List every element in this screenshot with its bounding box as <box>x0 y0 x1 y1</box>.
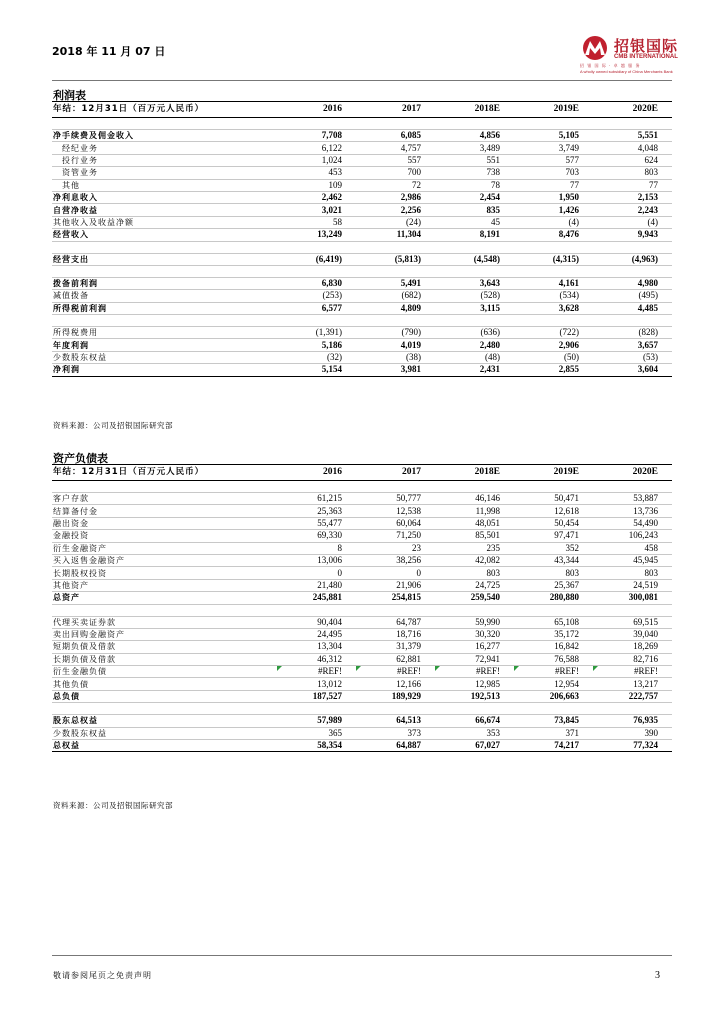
row-value: 97,471 <box>514 530 593 542</box>
row-label: 净利润 <box>52 364 277 376</box>
row-value: 64,887 <box>356 740 435 752</box>
row-value: 222,757 <box>593 690 672 702</box>
year-2019e: 2019E <box>514 102 593 118</box>
row-value: 5,491 <box>356 277 435 289</box>
row-value: 8,476 <box>514 229 593 241</box>
row-value: 65,108 <box>514 616 593 628</box>
row-value: 12,618 <box>514 505 593 517</box>
cmb-logo-icon <box>580 35 610 61</box>
row-value: 106,243 <box>593 530 672 542</box>
row-value: (5,813) <box>356 253 435 265</box>
row-value: 35,172 <box>514 628 593 640</box>
table-row <box>52 493 672 505</box>
row-value: 59,990 <box>435 616 514 628</box>
error-flag-icon <box>514 666 519 671</box>
page-number: 3 <box>655 970 660 981</box>
row-label: 其他 <box>52 179 277 191</box>
row-value: 13,217 <box>593 678 672 690</box>
row-value: 551 <box>435 154 514 166</box>
row-value: 3,657 <box>593 339 672 351</box>
year-2016: 2016 <box>277 102 356 118</box>
row-label: 减值拨备 <box>52 290 277 302</box>
row-value: 803 <box>514 567 593 579</box>
row-value: 64,513 <box>356 715 435 727</box>
row-label: 总权益 <box>52 740 277 752</box>
row-value: 12,166 <box>356 678 435 690</box>
row-value: 73,845 <box>514 715 593 727</box>
row-value: 69,330 <box>277 530 356 542</box>
row-value: 353 <box>435 727 514 739</box>
row-value: 31,379 <box>356 641 435 653</box>
row-value: 6,122 <box>277 142 356 154</box>
row-value: 803 <box>593 167 672 179</box>
year-2020e: 2020E <box>593 102 672 118</box>
row-value: 703 <box>514 167 593 179</box>
row-label: 融出资金 <box>52 517 277 529</box>
row-value: 738 <box>435 167 514 179</box>
row-value: 235 <box>435 542 514 554</box>
row-value: 4,757 <box>356 142 435 154</box>
row-value: 53,887 <box>593 493 672 505</box>
error-flag-icon <box>593 666 598 671</box>
row-value: 76,935 <box>593 715 672 727</box>
row-value: 85,501 <box>435 530 514 542</box>
row-value: 57,989 <box>277 715 356 727</box>
row-value: #REF! <box>356 666 435 678</box>
table-row <box>52 229 672 241</box>
row-value: 2,153 <box>593 191 672 203</box>
table-row <box>52 715 672 727</box>
row-value: 18,716 <box>356 628 435 640</box>
year-2018e: 2018E <box>435 465 514 481</box>
logo-tagline: 招 银 国 际 · 卓 越 服 务 <box>580 63 641 68</box>
table-row <box>52 327 672 339</box>
table-row <box>52 554 672 566</box>
row-value: 5,551 <box>593 130 672 142</box>
row-value: 12,985 <box>435 678 514 690</box>
row-value: 55,477 <box>277 517 356 529</box>
row-value: 11,998 <box>435 505 514 517</box>
row-value: 58 <box>277 216 356 228</box>
row-value: 3,604 <box>593 364 672 376</box>
row-label: 代理买卖证券款 <box>52 616 277 628</box>
row-value: (50) <box>514 351 593 363</box>
row-value: (636) <box>435 327 514 339</box>
row-label: 资管业务 <box>52 167 277 179</box>
row-value: 373 <box>356 727 435 739</box>
row-value: 557 <box>356 154 435 166</box>
row-value: 38,256 <box>356 554 435 566</box>
row-label: 投行业务 <box>52 154 277 166</box>
row-value: 58,354 <box>277 740 356 752</box>
row-value: 50,471 <box>514 493 593 505</box>
row-value: 1,024 <box>277 154 356 166</box>
table-row <box>52 727 672 739</box>
row-value: 8 <box>277 542 356 554</box>
table-row <box>52 339 672 351</box>
row-label: 总资产 <box>52 592 277 604</box>
row-value: 453 <box>277 167 356 179</box>
income-statement-title: 利润表 <box>53 89 86 102</box>
row-value: 24,495 <box>277 628 356 640</box>
table-row <box>52 167 672 179</box>
row-value: 4,019 <box>356 339 435 351</box>
row-label: 股东总权益 <box>52 715 277 727</box>
row-value: 13,304 <box>277 641 356 653</box>
row-value: 46,146 <box>435 493 514 505</box>
row-value: 72,941 <box>435 653 514 665</box>
row-label: 总负债 <box>52 690 277 702</box>
row-value: 280,880 <box>514 592 593 604</box>
row-value: 60,064 <box>356 517 435 529</box>
header-rule <box>52 80 672 81</box>
row-value: 24,725 <box>435 579 514 591</box>
row-value: 45,945 <box>593 554 672 566</box>
table-row <box>52 666 672 678</box>
row-value: 2,256 <box>356 204 435 216</box>
row-value: (6,419) <box>277 253 356 265</box>
row-label: 卖出回购金融资产 <box>52 628 277 640</box>
table-row <box>52 579 672 591</box>
table-row <box>52 641 672 653</box>
row-value: 50,777 <box>356 493 435 505</box>
row-value: 6,830 <box>277 277 356 289</box>
row-label: 净手续费及佣金收入 <box>52 130 277 142</box>
row-value: 2,243 <box>593 204 672 216</box>
year-2020e: 2020E <box>593 465 672 481</box>
year-2019e: 2019E <box>514 465 593 481</box>
error-flag-icon <box>435 666 440 671</box>
year-2018e: 2018E <box>435 102 514 118</box>
table-row <box>52 530 672 542</box>
row-value: 72 <box>356 179 435 191</box>
row-value: 7,708 <box>277 130 356 142</box>
table-row <box>52 179 672 191</box>
row-value: 13,012 <box>277 678 356 690</box>
row-value: 2,480 <box>435 339 514 351</box>
row-value: 3,981 <box>356 364 435 376</box>
row-label: 其他负债 <box>52 678 277 690</box>
row-value: 3,021 <box>277 204 356 216</box>
table-row <box>52 653 672 665</box>
row-value: 5,105 <box>514 130 593 142</box>
row-value: 16,842 <box>514 641 593 653</box>
table-row <box>52 616 672 628</box>
row-value: 187,527 <box>277 690 356 702</box>
row-value: 189,929 <box>356 690 435 702</box>
row-value: 76,588 <box>514 653 593 665</box>
row-label: 买入返售金融资产 <box>52 554 277 566</box>
row-value: 74,217 <box>514 740 593 752</box>
table-row <box>52 204 672 216</box>
row-value: 3,749 <box>514 142 593 154</box>
row-value: (1,391) <box>277 327 356 339</box>
row-value: 624 <box>593 154 672 166</box>
row-value: 6,085 <box>356 130 435 142</box>
income-statement-table <box>52 101 672 377</box>
year-2016: 2016 <box>277 465 356 481</box>
header-label: 年结：12月31日（百万元人民币） <box>52 102 277 118</box>
row-value: 109 <box>277 179 356 191</box>
row-value: #REF! <box>514 666 593 678</box>
row-value: 12,538 <box>356 505 435 517</box>
row-value: 71,250 <box>356 530 435 542</box>
row-label: 长期股权投资 <box>52 567 277 579</box>
row-label: 经营支出 <box>52 253 277 265</box>
row-value: (4,548) <box>435 253 514 265</box>
row-value: 3,115 <box>435 302 514 314</box>
balance-source-note: 资料来源：公司及招银国际研究部 <box>53 801 173 810</box>
row-value: 0 <box>356 567 435 579</box>
row-value: 39,040 <box>593 628 672 640</box>
year-2017: 2017 <box>356 102 435 118</box>
row-value: (38) <box>356 351 435 363</box>
row-label: 少数股东权益 <box>52 351 277 363</box>
row-value: 206,663 <box>514 690 593 702</box>
row-value: 13,249 <box>277 229 356 241</box>
row-value: 42,082 <box>435 554 514 566</box>
year-2017: 2017 <box>356 465 435 481</box>
table-row <box>52 290 672 302</box>
table-row <box>52 364 672 376</box>
row-value: 4,485 <box>593 302 672 314</box>
row-value: (32) <box>277 351 356 363</box>
row-label: 金融投资 <box>52 530 277 542</box>
row-value: 13,736 <box>593 505 672 517</box>
row-value: 16,277 <box>435 641 514 653</box>
row-value: 4,980 <box>593 277 672 289</box>
row-value: 0 <box>277 567 356 579</box>
row-label: 经纪业务 <box>52 142 277 154</box>
row-label: 所得税前利润 <box>52 302 277 314</box>
row-value: (528) <box>435 290 514 302</box>
table-row <box>52 142 672 154</box>
row-value: 66,674 <box>435 715 514 727</box>
row-value: (53) <box>593 351 672 363</box>
row-label: 净利息收入 <box>52 191 277 203</box>
row-value: 8,191 <box>435 229 514 241</box>
table-row <box>52 505 672 517</box>
row-value: 2,431 <box>435 364 514 376</box>
row-label: 年度利润 <box>52 339 277 351</box>
row-value: 803 <box>435 567 514 579</box>
table-row <box>52 678 672 690</box>
logo-english-name: CMB INTERNATIONAL <box>614 54 678 60</box>
row-value: 4,809 <box>356 302 435 314</box>
table-header <box>52 102 672 118</box>
cmbi-logo <box>580 35 690 80</box>
row-label: 衍生金融负债 <box>52 666 277 678</box>
row-value: (4) <box>514 216 593 228</box>
row-value: 50,454 <box>514 517 593 529</box>
row-label: 经营收入 <box>52 229 277 241</box>
table-row <box>52 154 672 166</box>
row-label: 拨备前利润 <box>52 277 277 289</box>
row-value: 78 <box>435 179 514 191</box>
row-value: (24) <box>356 216 435 228</box>
income-source-note: 资料来源：公司及招银国际研究部 <box>53 421 173 430</box>
table-row <box>52 191 672 203</box>
table-row <box>52 567 672 579</box>
row-value: 2,462 <box>277 191 356 203</box>
table-row <box>52 351 672 363</box>
footer-rule <box>52 955 672 956</box>
row-value: 67,027 <box>435 740 514 752</box>
row-value: 48,051 <box>435 517 514 529</box>
row-value: 371 <box>514 727 593 739</box>
row-value: 82,716 <box>593 653 672 665</box>
row-value: (682) <box>356 290 435 302</box>
row-value: 5,154 <box>277 364 356 376</box>
row-value: 6,577 <box>277 302 356 314</box>
error-flag-icon <box>356 666 361 671</box>
row-value: (790) <box>356 327 435 339</box>
row-value: (253) <box>277 290 356 302</box>
row-value: 2,855 <box>514 364 593 376</box>
row-value: 3,643 <box>435 277 514 289</box>
row-label: 少数股东权益 <box>52 727 277 739</box>
row-value: 77 <box>514 179 593 191</box>
row-value: (4) <box>593 216 672 228</box>
table-row <box>52 542 672 554</box>
row-value: 2,986 <box>356 191 435 203</box>
row-value: (495) <box>593 290 672 302</box>
row-label: 短期负债及借款 <box>52 641 277 653</box>
row-value: 300,081 <box>593 592 672 604</box>
row-value: (48) <box>435 351 514 363</box>
table-row <box>52 277 672 289</box>
row-value: 365 <box>277 727 356 739</box>
row-value: 77 <box>593 179 672 191</box>
row-value: 3,628 <box>514 302 593 314</box>
row-value: 1,426 <box>514 204 593 216</box>
table-row <box>52 592 672 604</box>
table-row <box>52 517 672 529</box>
table-row <box>52 690 672 702</box>
table-row <box>52 740 672 752</box>
row-label: 长期负债及借款 <box>52 653 277 665</box>
row-value: 64,787 <box>356 616 435 628</box>
row-value: 43,344 <box>514 554 593 566</box>
row-value: 30,320 <box>435 628 514 640</box>
table-row <box>52 628 672 640</box>
row-value: 259,540 <box>435 592 514 604</box>
row-value: (722) <box>514 327 593 339</box>
row-value: 9,943 <box>593 229 672 241</box>
row-value: 54,490 <box>593 517 672 529</box>
row-label: 其他资产 <box>52 579 277 591</box>
row-value: 13,006 <box>277 554 356 566</box>
row-value: 61,215 <box>277 493 356 505</box>
table-row <box>52 302 672 314</box>
row-value: 352 <box>514 542 593 554</box>
row-value: 4,856 <box>435 130 514 142</box>
row-value: 69,515 <box>593 616 672 628</box>
row-value: 24,519 <box>593 579 672 591</box>
table-row <box>52 253 672 265</box>
row-value: 21,906 <box>356 579 435 591</box>
row-value: #REF! <box>277 666 356 678</box>
row-value: 77,324 <box>593 740 672 752</box>
row-value: (4,963) <box>593 253 672 265</box>
row-value: 23 <box>356 542 435 554</box>
logo-name: 招银国际 <box>614 37 679 55</box>
row-value: 21,480 <box>277 579 356 591</box>
header-label: 年结：12月31日（百万元人民币） <box>52 465 277 481</box>
row-label: 结算备付金 <box>52 505 277 517</box>
row-value: (534) <box>514 290 593 302</box>
row-value: 245,881 <box>277 592 356 604</box>
row-value: #REF! <box>435 666 514 678</box>
row-value: 5,186 <box>277 339 356 351</box>
row-value: 62,881 <box>356 653 435 665</box>
row-value: 4,161 <box>514 277 593 289</box>
row-value: 2,906 <box>514 339 593 351</box>
row-value: 192,513 <box>435 690 514 702</box>
row-value: 18,269 <box>593 641 672 653</box>
row-label: 客户存款 <box>52 493 277 505</box>
row-value: 4,048 <box>593 142 672 154</box>
table-header <box>52 465 672 481</box>
row-value: 1,950 <box>514 191 593 203</box>
disclaimer-note: 敬请参阅尾页之免责声明 <box>53 971 152 980</box>
row-value: (4,315) <box>514 253 593 265</box>
table-row <box>52 130 672 142</box>
row-value: 700 <box>356 167 435 179</box>
balance-sheet-title: 资产负债表 <box>53 452 108 465</box>
row-label: 自营净收益 <box>52 204 277 216</box>
row-value: 803 <box>593 567 672 579</box>
row-value: (828) <box>593 327 672 339</box>
row-value: 390 <box>593 727 672 739</box>
row-value: 11,304 <box>356 229 435 241</box>
row-value: #REF! <box>593 666 672 678</box>
row-value: 254,815 <box>356 592 435 604</box>
row-value: 90,404 <box>277 616 356 628</box>
row-value: 25,363 <box>277 505 356 517</box>
row-value: 25,367 <box>514 579 593 591</box>
logo-subtitle: A wholly owned subsidiary of China Merchants Bank <box>580 69 673 74</box>
table-row <box>52 216 672 228</box>
row-value: 458 <box>593 542 672 554</box>
row-value: 46,312 <box>277 653 356 665</box>
row-value: 3,489 <box>435 142 514 154</box>
balance-sheet-table <box>52 464 672 752</box>
report-date: 2018 年 11 月 07 日 <box>52 45 166 58</box>
row-value: 12,954 <box>514 678 593 690</box>
row-value: 577 <box>514 154 593 166</box>
error-flag-icon <box>277 666 282 671</box>
row-label: 衍生金融资产 <box>52 542 277 554</box>
row-label: 所得税费用 <box>52 327 277 339</box>
row-value: 2,454 <box>435 191 514 203</box>
row-value: 835 <box>435 204 514 216</box>
row-label: 其他收入及收益净额 <box>52 216 277 228</box>
row-value: 45 <box>435 216 514 228</box>
